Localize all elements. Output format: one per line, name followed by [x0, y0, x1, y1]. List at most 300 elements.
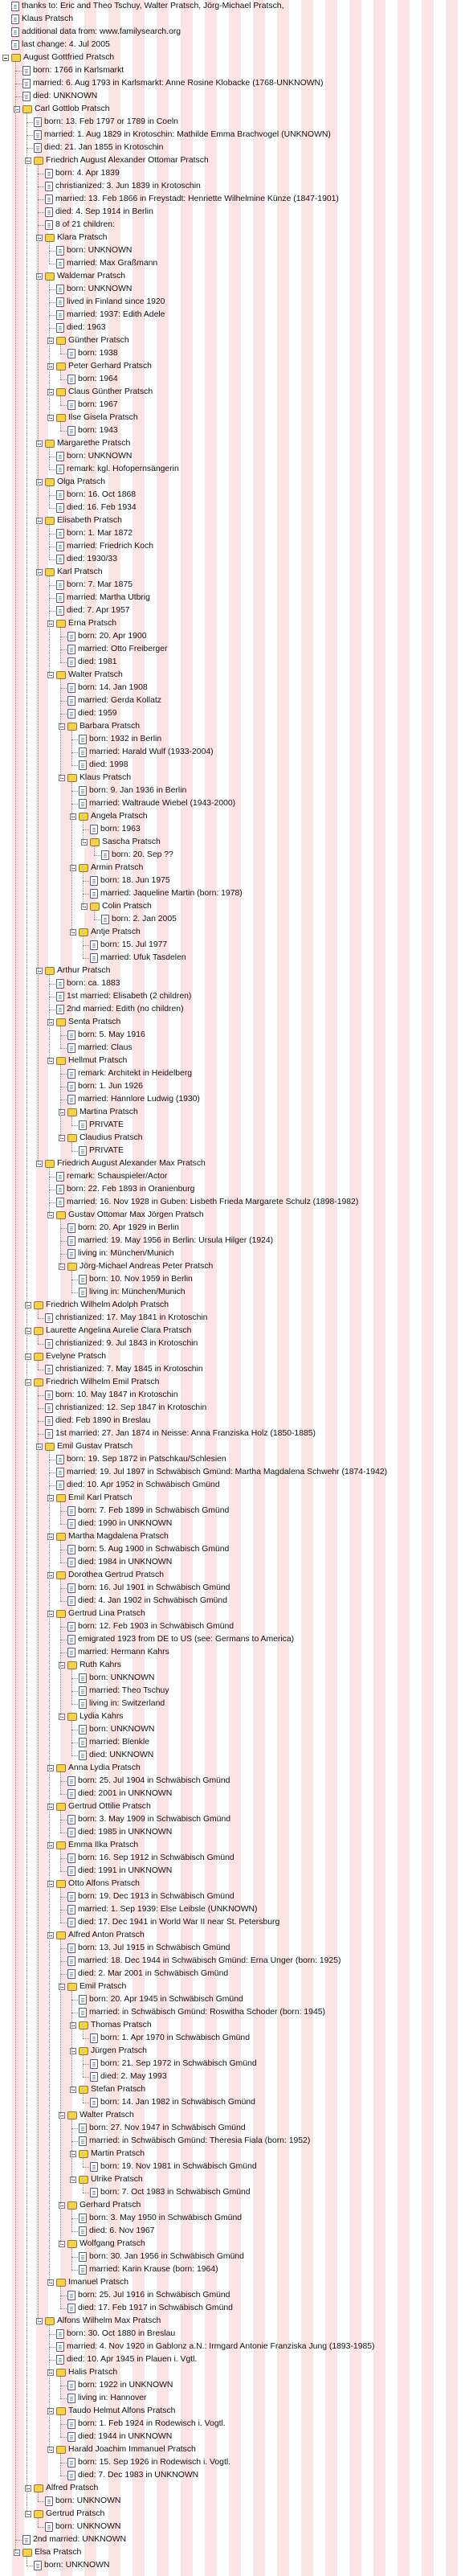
folder-icon — [56, 1841, 66, 1849]
document-icon — [90, 889, 98, 899]
tree-connector-line — [60, 1772, 61, 1794]
tree-connector-line — [71, 739, 78, 740]
tree-connector-line — [38, 2527, 44, 2528]
document-icon — [90, 2188, 98, 2197]
tree-connector-line — [83, 2055, 84, 2077]
detail-text: married: Max Graßmann — [67, 259, 158, 268]
person-name: Elisabeth Pratsch — [57, 516, 122, 525]
tree-connector-line — [38, 1421, 44, 1422]
tree-connector-line — [71, 1678, 78, 1679]
detail-text: born: 16. Jul 1901 in Schwäbisch Gmünd — [78, 1583, 230, 1592]
detail-text: 8 of 21 children: — [55, 220, 115, 229]
tree-connector-line — [83, 2029, 84, 2038]
document-icon — [56, 2342, 64, 2352]
detail-text: born: 1922 in UNKNOWN — [78, 2381, 173, 2390]
tree-connector-line — [38, 1318, 44, 1319]
document-icon — [90, 953, 98, 963]
folder-icon — [67, 1983, 77, 1991]
tree-connector-line — [60, 679, 61, 778]
tree-connector-line — [49, 418, 51, 419]
folder-icon — [67, 1134, 77, 1142]
document-icon — [67, 1918, 75, 1927]
tree-connector-line — [49, 2411, 51, 2412]
tree-connector-line — [71, 1991, 72, 2090]
document-icon — [45, 1429, 53, 1439]
tree-connector-line — [60, 778, 62, 779]
detail-text: 1st married: 27. Jan 1874 in Neisse: Anna Franziska Holz (1850-1885) — [55, 1429, 316, 1438]
detail-text: living in: München/Munich — [78, 1249, 174, 1258]
document-icon — [45, 1416, 53, 1426]
tree-connector-line — [71, 2025, 73, 2026]
document-icon — [90, 2072, 98, 2082]
tree-connector-line — [49, 1768, 51, 1769]
person-name: Carl Gottlob Pratsch — [35, 104, 110, 113]
document-icon — [67, 696, 75, 706]
detail-text: married: 19. Jul 1897 in Schwäbisch Gmünd: Martha Magdalena Schwehr (1874-1942) — [67, 1468, 388, 1476]
tree-connector-line — [71, 2141, 78, 2142]
person-name: Elsa Pratsch — [35, 2548, 82, 2557]
detail-text: died: 1998 — [89, 760, 128, 769]
detail-text: born: 1963 — [100, 825, 141, 833]
document-icon — [90, 876, 98, 886]
tree-connector-line — [49, 328, 55, 329]
person-name: Wolfgang Pratsch — [80, 2239, 145, 2248]
person-name: Friedrich Wilhelm Adolph Pratsch — [46, 1300, 169, 1309]
document-icon — [45, 169, 53, 178]
detail-text: born: 7. Oct 1983 in Schwäbisch Gmünd — [100, 2188, 251, 2197]
document-icon — [67, 1043, 75, 1053]
person-name: Martha Magdalena Pratsch — [68, 1532, 169, 1541]
document-icon — [56, 1185, 64, 1194]
document-icon — [45, 1339, 53, 1349]
tree-connector-line — [71, 1755, 78, 1756]
detail-text: born: 3. May 1909 in Schwäbisch Gmünd — [78, 1815, 231, 1824]
tree-connector-line — [60, 1888, 61, 1923]
folder-icon — [45, 440, 55, 448]
tree-connector-line — [60, 345, 61, 354]
detail-text: married: Claus — [78, 1043, 133, 1052]
detail-text: born: 16. Sep 1912 in Schwäbisch Gmünd — [78, 1853, 234, 1862]
tree-connector-line — [60, 2287, 61, 2308]
tree-connector-line — [60, 1665, 62, 1666]
tree-connector-line — [49, 469, 55, 470]
person-name: Antje Pratsch — [91, 928, 141, 936]
detail-text: married: Otto Freiberger — [78, 645, 168, 653]
tree-connector-line — [60, 1961, 67, 1962]
tree-connector-line — [60, 1871, 67, 1872]
document-icon — [45, 1313, 53, 1323]
tree-connector-line — [60, 2295, 67, 2296]
document-icon — [67, 400, 75, 410]
tree-connector-line — [60, 2415, 61, 2437]
document-icon — [67, 1596, 75, 1606]
document-icon — [67, 683, 75, 693]
tree-connector-line — [49, 624, 51, 625]
document-icon — [67, 1905, 75, 1915]
person-name: Klara Pratsch — [57, 233, 108, 242]
tree-connector-line — [49, 1884, 51, 1885]
document-icon — [67, 1236, 75, 1246]
tree-connector-line — [38, 971, 39, 972]
tree-connector-line — [71, 752, 78, 753]
person-name: Waldemar Pratsch — [57, 272, 126, 281]
tree-connector-line — [49, 1168, 50, 1215]
tree-connector-line — [83, 2064, 89, 2065]
person-name: Halis Pratsch — [68, 2368, 118, 2377]
tree-connector-line — [60, 1948, 67, 1949]
tree-connector-line — [60, 1601, 67, 1602]
tree-connector-line — [94, 919, 100, 920]
folder-icon — [67, 723, 77, 731]
detail-text: born: 7. Mar 1875 — [67, 580, 133, 589]
document-icon — [79, 1120, 87, 1130]
tree-connector-line — [38, 199, 44, 200]
detail-text: died: 16. Feb 1934 — [67, 503, 137, 512]
tree-connector-line — [49, 315, 55, 316]
document-icon — [56, 490, 64, 500]
detail-text: born: 27. Nov 1947 in Schwäbisch Gmünd — [89, 2123, 246, 2132]
detail-text: died: 1985 in UNKNOWN — [78, 1828, 173, 1837]
tree-connector-line — [60, 1939, 61, 2244]
person-name: Thomas Pratsch — [91, 2021, 152, 2029]
folder-icon — [56, 388, 66, 396]
tree-connector-line — [60, 701, 67, 702]
detail-text: died: 2001 in UNKNOWN — [78, 1789, 173, 1798]
document-icon — [79, 747, 87, 757]
tree-connector-line — [49, 1061, 51, 1062]
detail-text: married: 16. Nov 1928 in Guben: Lisbeth Frieda Margarete Schulz (1898-1982) — [67, 1198, 359, 1206]
document-icon — [34, 2561, 42, 2570]
tree-connector-line — [60, 1228, 67, 1229]
tree-connector-line — [38, 1309, 39, 1318]
detail-text: married: 13. Feb 1866 in Freystadt: Henriette Wilhelmine Künze (1847-1901) — [55, 195, 339, 203]
person-name: Colin Pratsch — [102, 902, 152, 911]
folder-icon — [45, 517, 55, 525]
folder-icon — [67, 1263, 77, 1271]
document-icon — [56, 310, 64, 320]
tree-connector-line — [60, 1781, 67, 1782]
tree-connector-line — [15, 71, 22, 72]
person-name: Emil Gustav Pratsch — [57, 1442, 133, 1451]
detail-text: born: 1. Mar 1872 — [67, 529, 133, 538]
tree-connector-line — [38, 165, 39, 1164]
tree-connector-line — [71, 2000, 78, 2001]
folder-icon — [56, 337, 66, 345]
detail-text: Klaus Pratsch — [22, 14, 74, 23]
document-icon — [67, 657, 75, 667]
document-icon — [90, 2033, 98, 2043]
document-icon — [34, 143, 42, 153]
tree-connector-line — [60, 405, 67, 406]
tree-connector-line — [49, 448, 50, 469]
folder-icon — [56, 1610, 66, 1618]
detail-text: died: 4. Jan 1902 in Schwäbisch Gmünd — [78, 1596, 227, 1605]
tree-connector-line — [38, 1447, 39, 1448]
detail-text: born: 15. Jul 1977 — [100, 940, 168, 949]
detail-text: married: Blenkle — [89, 1738, 150, 1747]
folder-icon — [56, 2369, 66, 2377]
detail-text: living in: Switzerland — [89, 1699, 165, 1708]
detail-text: married: Hannlore Ludwig (1930) — [78, 1095, 200, 1104]
detail-text: born: 16. Oct 1868 — [67, 490, 137, 499]
folder-icon — [56, 362, 66, 371]
document-icon — [67, 1828, 75, 1837]
detail-text: born: 20. Apr 1945 in Schwäbisch Gmünd — [89, 1995, 243, 2004]
document-icon — [56, 503, 64, 513]
folder-icon — [56, 2279, 66, 2287]
document-icon — [67, 349, 75, 358]
document-icon — [67, 1789, 75, 1799]
tree-connector-line — [71, 2180, 73, 2181]
tree-connector-line — [60, 1897, 67, 1898]
detail-text: born: 13. Feb 1797 or 1789 in Coeln — [44, 117, 178, 126]
tree-connector-line — [38, 482, 39, 483]
document-icon — [56, 323, 64, 333]
detail-text: married: 1. Sep 1939: Else Leibsle (UNKNOWN) — [78, 1905, 258, 1914]
detail-text: born: 2. Jan 2005 — [112, 915, 177, 924]
document-icon — [56, 2355, 64, 2365]
document-icon — [45, 1390, 53, 1400]
document-icon — [67, 1519, 75, 1529]
tree-connector-line — [71, 2154, 73, 2155]
folder-icon — [79, 2150, 88, 2158]
detail-text: died: 7. Dec 1983 in UNKNOWN — [78, 2471, 199, 2480]
document-icon — [11, 14, 19, 24]
tree-connector-line — [83, 2094, 84, 2103]
folder-icon — [34, 1378, 43, 1386]
tree-connector-line — [71, 2209, 72, 2231]
detail-text: born: 20. Apr 1900 — [78, 632, 147, 641]
detail-text: PRIVATE — [89, 1146, 124, 1155]
tree-connector-line — [94, 846, 95, 855]
tree-connector-line — [60, 1541, 61, 1562]
document-icon — [56, 285, 64, 294]
detail-text: living in: Hannover — [78, 2394, 147, 2402]
document-icon — [79, 1699, 87, 1709]
person-name: Claudius Pratsch — [80, 1133, 143, 1142]
document-icon — [45, 1365, 53, 1374]
tree-connector-line — [38, 276, 39, 277]
tree-connector-line — [38, 521, 39, 522]
detail-text: died: 10. Apr 1945 in Plauen i. Vgtl. — [67, 2355, 198, 2364]
person-name: Senta Pratsch — [68, 1018, 121, 1026]
document-icon — [67, 2304, 75, 2313]
folder-icon — [90, 903, 100, 911]
detail-text: died: 1981 — [78, 657, 117, 666]
tree-connector-line — [27, 148, 33, 149]
detail-text: married: Jaqueline Martin (born: 1978) — [100, 889, 243, 898]
tree-connector-line — [60, 1579, 61, 1601]
document-icon — [79, 2252, 87, 2262]
person-name: Arthur Pratsch — [57, 966, 111, 975]
document-icon — [56, 297, 64, 307]
document-icon — [67, 1506, 75, 1516]
detail-text: born: 20. Apr 1929 in Berlin — [78, 1223, 179, 1232]
folder-icon — [56, 1803, 66, 1811]
tree-connector-line — [27, 135, 33, 136]
document-icon — [11, 40, 19, 50]
detail-text: died: Feb 1890 in Breslau — [55, 1416, 151, 1425]
person-name: Lydia Kahrs — [80, 1712, 124, 1721]
document-icon — [67, 2471, 75, 2480]
tree-connector-line — [60, 1652, 67, 1653]
folder-icon — [34, 157, 43, 165]
document-icon — [67, 632, 75, 641]
folder-icon — [56, 1211, 66, 1219]
tree-connector-line — [60, 2454, 61, 2476]
detail-text: christianized: 3. Jun 1839 in Krotoschin — [55, 182, 201, 190]
tree-connector-line — [60, 1511, 67, 1512]
tree-connector-line — [27, 2488, 28, 2489]
tree-connector-line — [71, 1669, 72, 1704]
document-icon — [79, 786, 87, 796]
folder-icon — [79, 2086, 88, 2094]
detail-text: died: 4. Sep 1914 in Berlin — [55, 207, 153, 216]
tree-connector-line — [27, 122, 33, 123]
detail-text: born: 19. Sep 1872 in Patschkau/Schlesien — [67, 1455, 226, 1464]
document-icon — [79, 1288, 87, 1297]
detail-text: married: Gerda Kollatz — [78, 696, 161, 705]
tree-connector-line — [83, 2077, 89, 2078]
detail-text: remark: Schauspieler/Actor — [67, 1172, 168, 1181]
tree-connector-line — [71, 1271, 72, 1292]
tree-connector-line — [15, 2540, 22, 2541]
document-icon — [22, 92, 31, 101]
tree-connector-line — [49, 1485, 55, 1486]
document-icon — [79, 2123, 87, 2133]
document-icon — [45, 182, 53, 191]
tree-connector-line — [60, 1065, 61, 1138]
tree-connector-line — [15, 62, 16, 2553]
detail-text: living in: München/Munich — [89, 1288, 186, 1296]
document-icon — [79, 1673, 87, 1683]
document-icon — [79, 1275, 87, 1284]
tree-connector-line — [83, 842, 84, 843]
person-name: Armin Pratsch — [91, 863, 144, 872]
collapse-toggle-icon[interactable] — [2, 55, 9, 61]
person-name: Anna Lydia Pratsch — [68, 1763, 141, 1772]
document-icon — [67, 375, 75, 384]
tree-connector-line — [60, 2308, 67, 2309]
tree-connector-line — [49, 576, 50, 675]
tree-connector-line — [60, 422, 61, 431]
document-icon — [101, 850, 109, 860]
tree-connector-line — [60, 2377, 61, 2398]
detail-text: died: 7. Apr 1957 — [67, 606, 130, 615]
tree-connector-line — [60, 1717, 62, 1718]
document-icon — [56, 542, 64, 551]
tree-connector-line — [49, 1202, 55, 1203]
tree-connector-line — [71, 2218, 78, 2219]
folder-icon — [56, 2407, 66, 2415]
tree-connector-line — [94, 911, 95, 919]
tree-connector-line — [60, 1219, 61, 1267]
document-icon — [22, 2535, 31, 2545]
person-name: Ilse Gisela Pratsch — [68, 413, 138, 422]
tree-connector-line — [38, 1335, 39, 1344]
person-name: Klaus Pratsch — [80, 773, 132, 782]
person-name: Walter Pratsch — [80, 2111, 134, 2119]
tree-connector-line — [71, 1691, 78, 1692]
detail-text: died: 2. Mar 2001 in Schwäbisch Gmünd — [78, 1969, 229, 1978]
folder-icon — [79, 864, 88, 872]
folder-icon — [45, 478, 55, 486]
document-icon — [67, 1223, 75, 1233]
folder-icon — [45, 2317, 55, 2325]
tree-connector-line — [60, 1035, 67, 1036]
folder-icon — [34, 1327, 43, 1335]
person-name: Peter Gerhard Pratsch — [68, 362, 152, 371]
person-name: Alfons Wilhelm Max Pratsch — [57, 2316, 161, 2325]
tree-connector-line — [27, 1357, 28, 1358]
detail-text: born: 1. Apr 1970 in Schwäbisch Gmünd — [100, 2033, 250, 2042]
detail-text: born: UNKNOWN — [89, 1673, 155, 1682]
person-name: Taudo Helmut Alfons Pratsch — [68, 2406, 176, 2415]
tree-connector-line — [71, 1292, 78, 1293]
tree-connector-line — [27, 1305, 28, 1306]
tree-connector-line — [49, 302, 55, 303]
detail-text: born: UNKNOWN — [67, 452, 133, 461]
detail-text: born: 7. Feb 1899 in Schwäbisch Gmünd — [78, 1506, 230, 1515]
tree-connector-line — [49, 495, 55, 496]
detail-text: born: 3. May 1950 in Schwäbisch Gmünd — [89, 2214, 243, 2222]
tree-connector-line — [94, 855, 100, 856]
person-name: Emma Ilka Pratsch — [68, 1841, 139, 1849]
tree-connector-line — [60, 371, 61, 379]
person-name: August Gottfried Pratsch — [23, 53, 115, 62]
person-name: Angela Pratsch — [91, 812, 148, 821]
folder-icon — [67, 1661, 77, 1669]
person-name: Dorothea Gertrud Pratsch — [68, 1571, 164, 1579]
tree-connector-line — [60, 1794, 67, 1795]
tree-connector-line — [71, 731, 72, 765]
tree-connector-line — [71, 2128, 78, 2129]
document-icon — [67, 2291, 75, 2300]
tree-connector-line — [83, 881, 89, 882]
document-icon — [34, 130, 42, 140]
document-icon — [79, 735, 87, 744]
detail-text: christianized: 12. Sep 1847 in Krotoschin — [55, 1403, 207, 1412]
tree-connector-line — [49, 392, 51, 393]
document-icon — [56, 465, 64, 474]
document-icon — [45, 2496, 53, 2506]
document-icon — [67, 2458, 75, 2467]
tree-connector-line — [60, 1048, 67, 1049]
document-icon — [67, 1249, 75, 1259]
detail-text: born: 5. May 1916 — [78, 1030, 145, 1039]
folder-icon — [90, 838, 100, 846]
detail-text: died: 1990 in UNKNOWN — [78, 1519, 173, 1528]
document-icon — [90, 2162, 98, 2172]
folder-icon — [79, 2176, 88, 2184]
document-icon — [67, 1648, 75, 1657]
detail-text: born: 1938 — [78, 349, 118, 358]
tree-connector-line — [49, 525, 50, 559]
detail-text: born: 21. Sep 1972 in Schwäbisch Gmünd — [100, 2059, 257, 2068]
detail-text: born: 12. Feb 1903 in Schwäbisch Gmünd — [78, 1622, 234, 1631]
tree-connector-line — [83, 829, 89, 830]
tree-connector-line — [71, 804, 78, 805]
document-icon — [67, 1866, 75, 1876]
tree-connector-line — [49, 1498, 51, 1499]
detail-text: born: 22. Feb 1893 in Oranienburg — [67, 1185, 195, 1194]
detail-text: born: 18. Jun 1975 — [100, 876, 170, 885]
tree-connector-line — [38, 1164, 39, 1165]
detail-text: married: Hermann Kahrs — [78, 1648, 169, 1657]
person-name: Karl Pratsch — [57, 567, 103, 576]
tree-connector-line — [71, 1116, 72, 1125]
folder-icon — [79, 813, 88, 821]
